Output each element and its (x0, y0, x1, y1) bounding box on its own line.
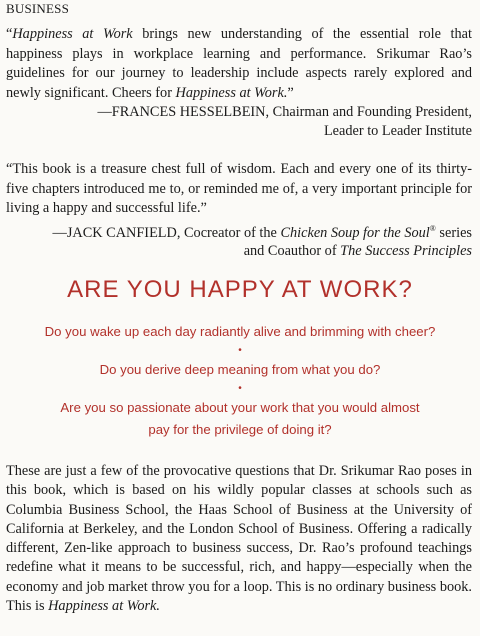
headline: ARE YOU HAPPY AT WORK? (67, 276, 413, 303)
endorsement-quote-2: “This book is a treasure chest full of wisdom. Each and every one of its thirty-five chapters introduced me to, or reminded me of, a very important principle for living a happy and successful life.” —JACK CANFIELD, Cocreator of the Chicken Soup for the Soul® series and Coauthor of The Success Principles (6, 161, 472, 260)
description-paragraph: These are just a few of the provocative questions that Dr. Srikumar Rao poses in this book, which is based on his wildly popular classes at schools such as Columbia Business School, the Haas School of Business at the University of California at Berkeley, and the London School of Business. Offering a radically different, Zen-like approach to business success, Dr. Rao’s profound teachings redefine what it means to be successful, rich, and happy—especially when the economy and job market throw you for a loop. This is no ordinary business book. This is Happiness at Work. (6, 463, 472, 615)
endorsement-quote-1: “Happiness at Work brings new understanding of the essential role that happiness plays in workplace learning and performance. Srikumar Rao’s guidelines for our journey to leadership include aspects rarely explored and newly significant. Cheers for Happiness at Work.” —FRANCES HESSELBEIN, Chairman and Founding President, Leader to Leader Institute (6, 26, 472, 139)
bullet-separator: • (238, 383, 242, 394)
category-label: BUSINESS (6, 1, 70, 16)
bullet-separator: • (238, 345, 242, 356)
book-title: Happiness at Work. (175, 84, 288, 101)
endorsement-attribution-2: —JACK CANFIELD, Cocreator of the Chicken Soup for the Soul® series and Coauthor of The Success Principles (52, 223, 472, 260)
question-item: Are you so passionate about your work that you would almost pay for the privilege of doing it? (60, 400, 420, 437)
question-list (0, 321, 480, 441)
book-title: Happiness at Work (12, 26, 133, 42)
question-item: Do you derive deep meaning from what you do? (99, 362, 381, 377)
endorsement-attribution-1: —FRANCES HESSELBEIN, Chairman and Founding President, Leader to Leader Institute (97, 104, 472, 139)
question-item: Do you wake up each day radiantly alive and brimming with cheer? (44, 324, 436, 339)
book-title: Happiness at Work. (48, 598, 160, 615)
